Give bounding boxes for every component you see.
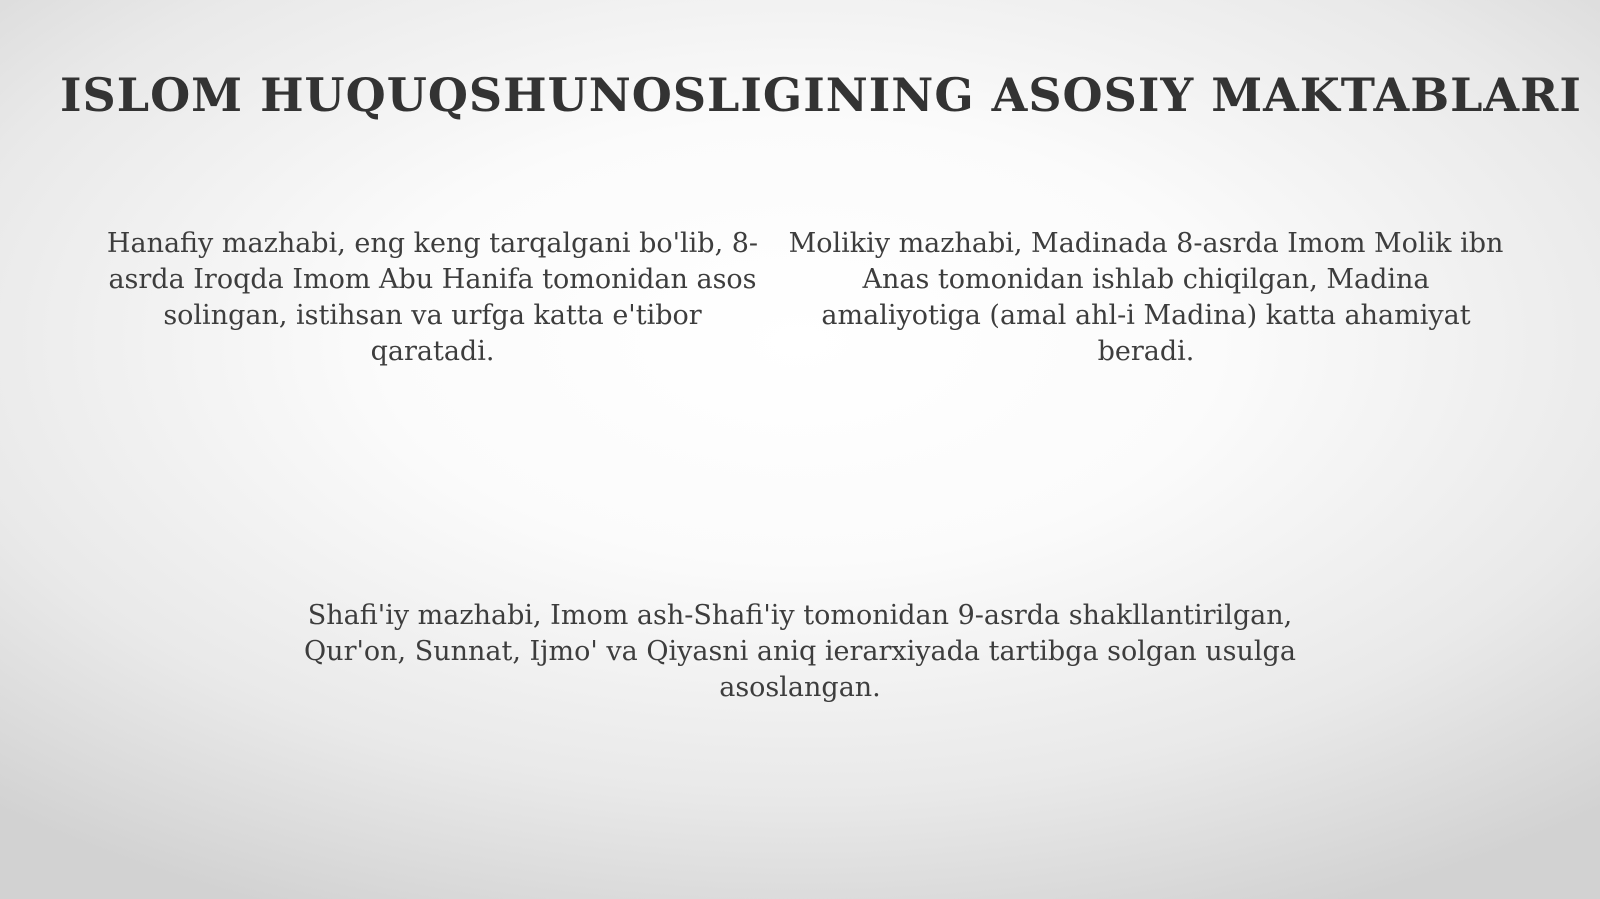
hanafi-text-block: Hanafiy mazhabi, eng keng tarqalgani bo'lib, 8-asrda Iroqda Imom Abu Hanifa tomonidan asos solingan, istihsan va urfga katta e'tibor qaratadi.	[106, 228, 759, 367]
maliki-text-block: Molikiy mazhabi, Madinada 8-asrda Imom Molik ibn Anas tomonidan ishlab chiqilgan, Madina amaliyotiga (amal ahl-i Madina) katta ahamiyat beradi.	[788, 228, 1504, 367]
slide-title: ISLOM HUQUQSHUNOSLIGINING ASOSIY MAKTABLARI	[60, 68, 1582, 122]
shafii-text-block: Shafi'iy mazhabi, Imom ash-Shafi'iy tomonidan 9-asrda shakllantirilgan, Qur'on, Sunnat, Ijmo' va Qiyasni aniq ierarxiyada tartibga solgan usulga asoslangan.	[304, 600, 1296, 703]
